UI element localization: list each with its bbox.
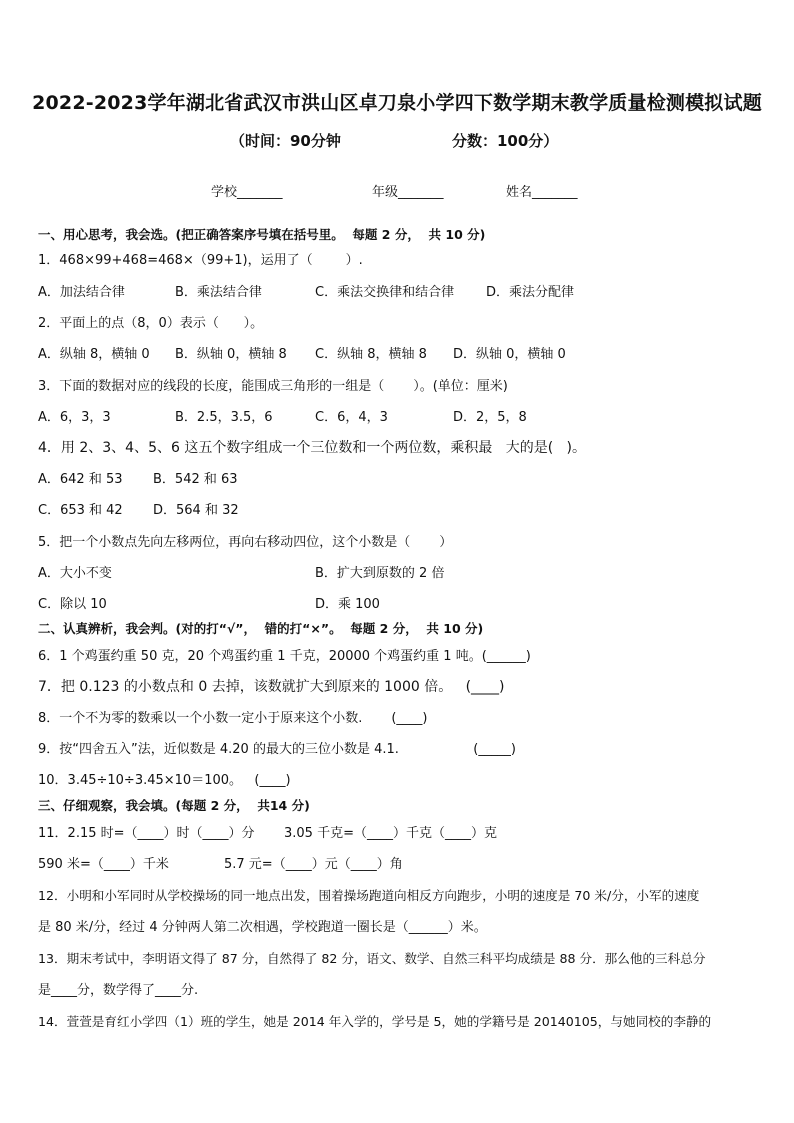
section-heading-judge: 二、认真辨析，我会判。(对的打“√”， 错的打“×”。 每题 2 分， 共 10 分) bbox=[38, 621, 484, 636]
option-5a: A．大小不变 bbox=[38, 566, 112, 581]
option-4b: B．542 和 63 bbox=[153, 472, 238, 487]
option-1d: D．乘法分配律 bbox=[486, 285, 575, 300]
option-3b: B．2.5，3.5，6 bbox=[175, 410, 273, 425]
question-7: 7．把 0.123 的小数点和 0 去掉，该数就扩大到原来的 1000 倍。 (____) bbox=[38, 679, 505, 695]
question-12-line-2: 是 80 米/分，经过 4 分钟两人第二次相遇，学校跑道一圈长是（______）米。 bbox=[38, 920, 487, 935]
question-13-line-1: 13．期末考试中，李明语文得了 87 分，自然得了 82 分，语文、数学、自然三科平均成绩是 88 分．那么他的三科总分 bbox=[38, 951, 706, 966]
option-3a: A．6，3，3 bbox=[38, 410, 111, 425]
question-2: 2．平面上的点（8，0）表示（ ）。 bbox=[38, 316, 264, 331]
school-field: 学校_______ bbox=[211, 185, 283, 200]
question-11-part-a: 11．2.15 时=（____）时（____）分 bbox=[38, 826, 255, 841]
question-12-line-1: 12．小明和小军同时从学校操场的同一地点出发，围着操场跑道向相反方向跑步，小明的速度是 70 米/分，小军的速度 bbox=[38, 888, 700, 903]
question-11-part-d: 5.7 元=（____）元（____）角 bbox=[224, 857, 403, 872]
option-4a: A．642 和 53 bbox=[38, 472, 123, 487]
question-14-line-1: 14．萱萱是育红小学四（1）班的学生，她是 2014 年入学的，学号是 5，她的学籍号是 20140105，与她同校的李静的 bbox=[38, 1014, 712, 1029]
score-label: 分数：100分） bbox=[452, 132, 559, 150]
question-11-part-b: 3.05 千克=（____）千克（____）克 bbox=[284, 826, 497, 841]
question-11-part-c: 590 米=（____）千米 bbox=[38, 857, 169, 872]
question-8: 8．一个不为零的数乘以一个小数一定小于原来这个小数. (____) bbox=[38, 711, 428, 726]
question-13-line-2: 是____分，数学得了____分. bbox=[38, 983, 199, 998]
option-1b: B．乘法结合律 bbox=[175, 285, 262, 300]
option-2a: A．纵轴 8，横轴 0 bbox=[38, 347, 150, 362]
option-2d: D．纵轴 0，横轴 0 bbox=[453, 347, 566, 362]
question-3: 3．下面的数据对应的线段的长度，能围成三角形的一组是（ ）。(单位：厘米) bbox=[38, 379, 508, 394]
section-heading-choice: 一、用心思考，我会选。(把正确答案序号填在括号里。 每题 2 分， 共 10 分) bbox=[38, 227, 486, 242]
option-2b: B．纵轴 0，横轴 8 bbox=[175, 347, 287, 362]
question-1: 1．468×99+468=468×（99+1)，运用了（ ）. bbox=[38, 253, 363, 268]
question-10: 10．3.45÷10÷3.45×10＝100。 (____) bbox=[38, 773, 291, 788]
page-title: 2022-2023学年湖北省武汉市洪山区卓刀泉小学四下数学期末教学质量检测模拟试题 bbox=[32, 92, 762, 114]
question-4: 4．用 2、3、4、5、6 这五个数字组成一个三位数和一个两位数，乘积最 大的是( )。 bbox=[38, 440, 586, 456]
option-2c: C．纵轴 8，横轴 8 bbox=[315, 347, 427, 362]
option-1c: C．乘法交换律和结合律 bbox=[315, 285, 455, 300]
option-5b: B．扩大到原数的 2 倍 bbox=[315, 566, 445, 581]
option-5c: C．除以 10 bbox=[38, 597, 107, 612]
name-field: 姓名_______ bbox=[506, 185, 578, 200]
question-5: 5．把一个小数点先向左移两位，再向右移动四位，这个小数是（ ） bbox=[38, 535, 453, 550]
option-5d: D．乘 100 bbox=[315, 597, 380, 612]
section-heading-fill: 三、仔细观察，我会填。(每题 2 分， 共14 分) bbox=[38, 798, 310, 813]
grade-field: 年级_______ bbox=[372, 185, 444, 200]
option-1a: A．加法结合律 bbox=[38, 285, 125, 300]
question-9: 9．按“四舍五入”法，近似数是 4.20 的最大的三位小数是 4.1. (_____) bbox=[38, 742, 516, 757]
question-6: 6．1 个鸡蛋约重 50 克，20 个鸡蛋约重 1 千克，20000 个鸡蛋约重 1 吨。(______) bbox=[38, 649, 531, 664]
option-3d: D．2，5，8 bbox=[453, 410, 527, 425]
option-4c: C．653 和 42 bbox=[38, 503, 123, 518]
option-4d: D．564 和 32 bbox=[153, 503, 239, 518]
option-3c: C．6，4，3 bbox=[315, 410, 388, 425]
time-label: （时间：90分钟 bbox=[230, 132, 341, 150]
